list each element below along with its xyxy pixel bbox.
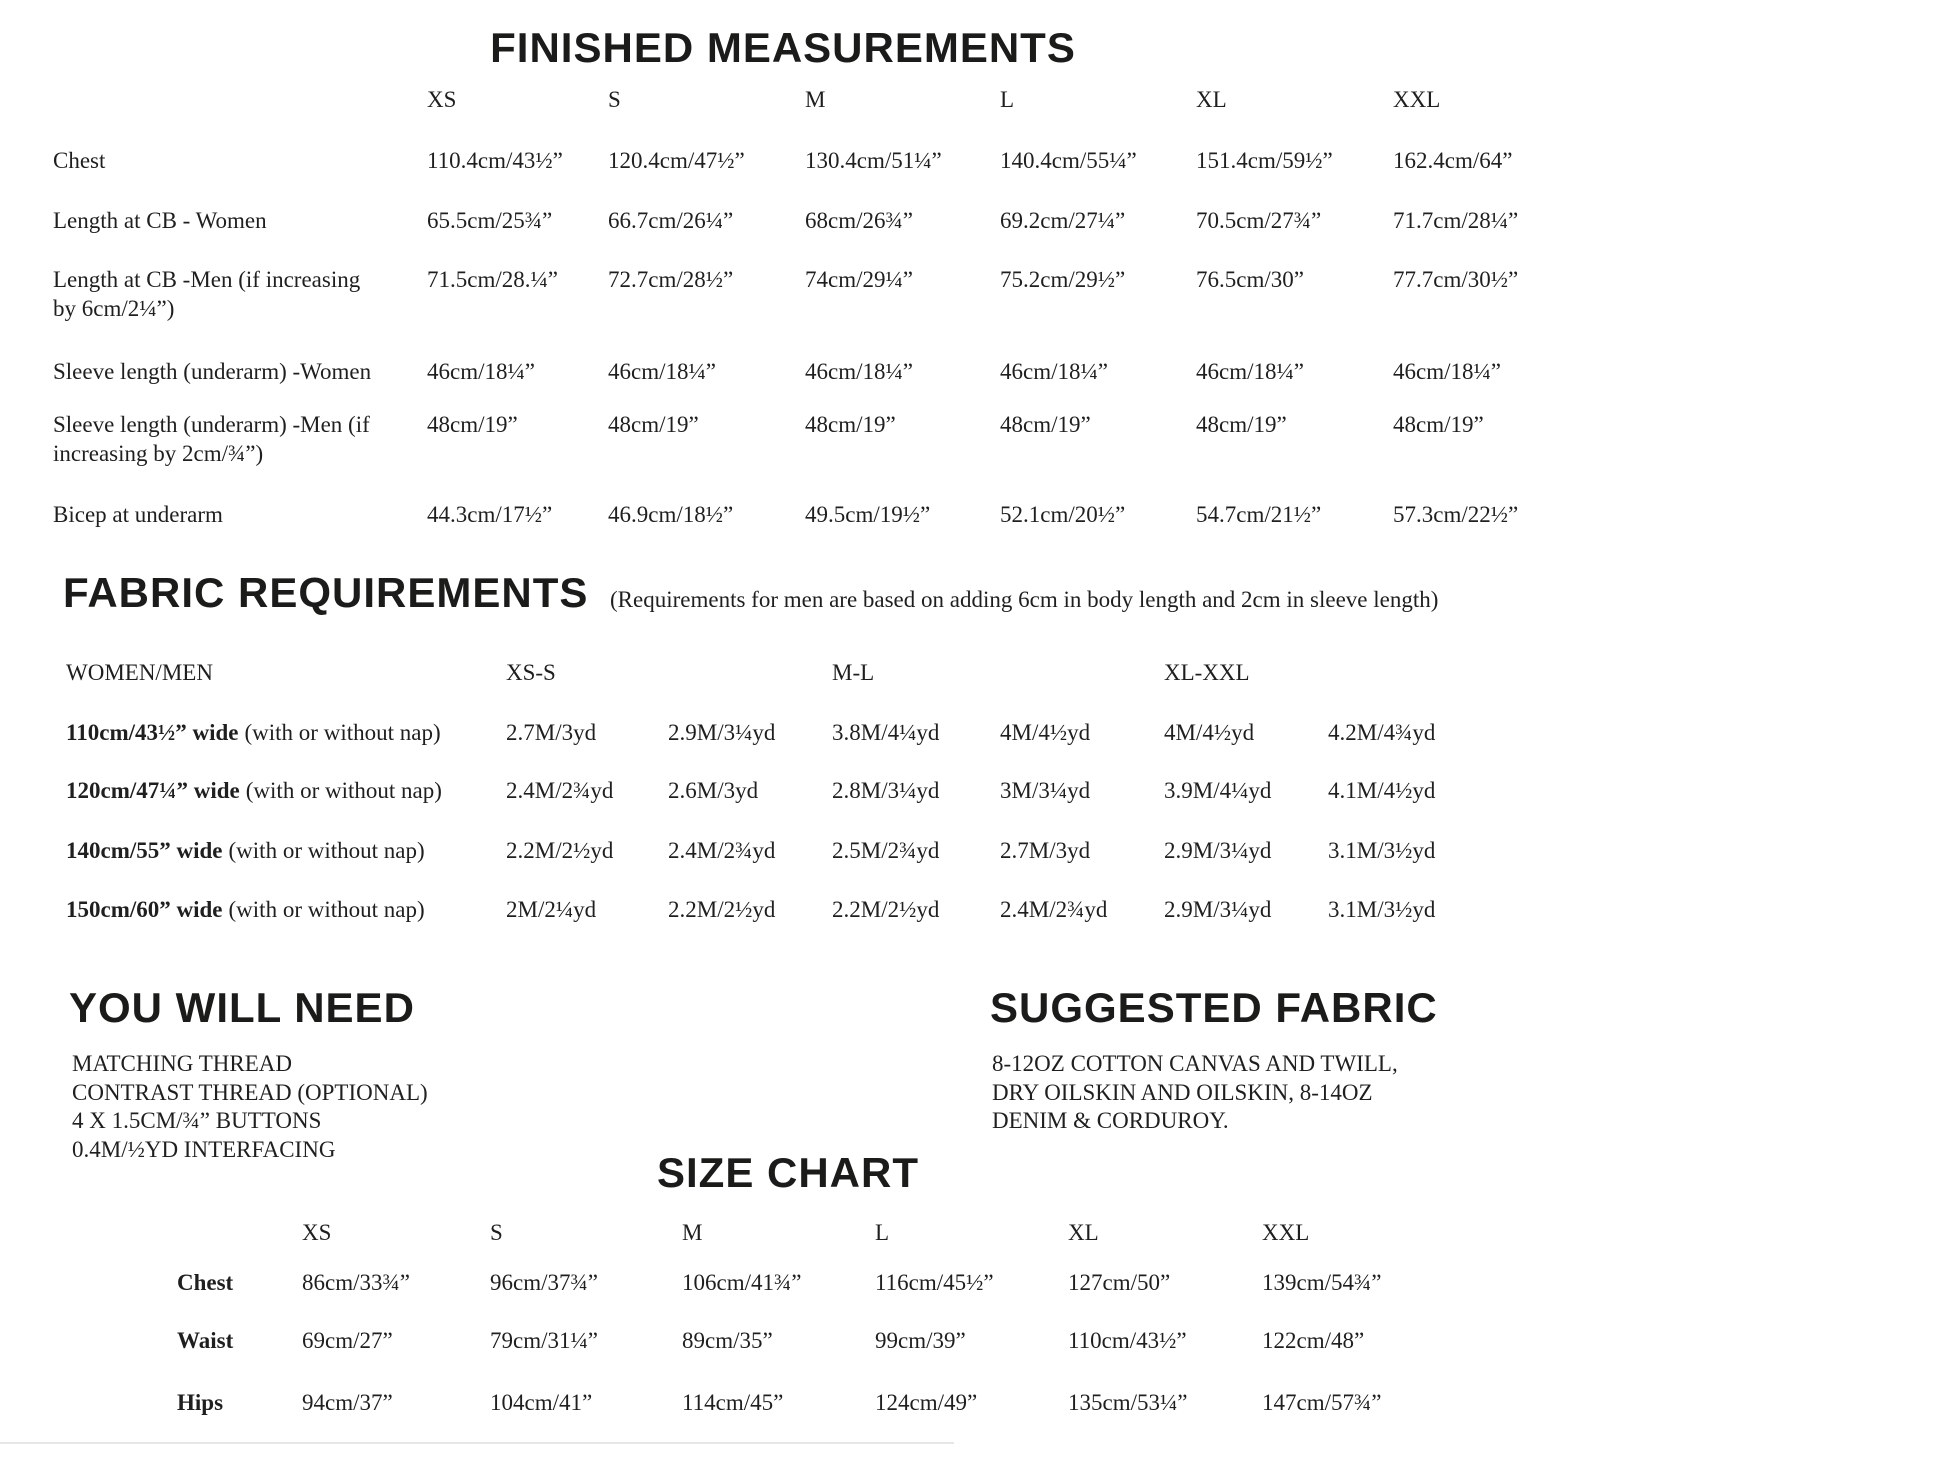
fr-cell: 3.1M/3½yd: [1328, 897, 1436, 922]
fr-cell: 2.5M/2¾yd: [832, 838, 940, 863]
fm-size-header: M: [805, 87, 826, 112]
you-will-need-item: 4 X 1.5CM/¾” BUTTONS: [72, 1108, 322, 1133]
fm-cell: 66.7cm/26¼”: [608, 208, 734, 233]
fr-cell: 3.1M/3½yd: [1328, 838, 1436, 863]
sc-row-label: Chest: [177, 1270, 234, 1295]
sc-cell: 96cm/37¾”: [490, 1270, 598, 1295]
fm-row-label: Bicep at underarm: [53, 502, 223, 527]
fm-cell: 44.3cm/17½”: [427, 502, 553, 527]
fm-cell: 74cm/29¼”: [805, 267, 913, 292]
sc-size-header: XS: [302, 1220, 332, 1245]
sc-size-header: L: [875, 1220, 890, 1245]
fm-cell: 110.4cm/43½”: [427, 148, 563, 173]
fm-cell: 69.2cm/27¼”: [1000, 208, 1126, 233]
fm-cell: 151.4cm/59½”: [1196, 148, 1333, 173]
sc-cell: 122cm/48”: [1262, 1328, 1365, 1353]
fr-cell: 4M/4½yd: [1000, 720, 1091, 745]
fm-cell: 77.7cm/30½”: [1393, 267, 1519, 292]
fr-cell: 2.9M/3¼yd: [668, 720, 776, 745]
fr-row-label-nap: (with or without nap): [244, 720, 441, 745]
fm-row-label: Length at CB - Women: [53, 208, 267, 233]
fr-cell: 2.4M/2¾yd: [1000, 897, 1108, 922]
sc-cell: 114cm/45”: [682, 1390, 784, 1415]
fm-cell: 120.4cm/47½”: [608, 148, 745, 173]
sc-cell: 94cm/37”: [302, 1390, 393, 1415]
fm-row-label: Chest: [53, 148, 106, 173]
fm-cell: 46.9cm/18½”: [608, 502, 734, 527]
fm-cell: 46cm/18¼”: [608, 359, 716, 384]
fr-group-header: M-L: [832, 660, 875, 685]
fr-cell: 3.9M/4¼yd: [1164, 778, 1272, 803]
fm-cell: 72.7cm/28½”: [608, 267, 734, 292]
fr-cell: 2.8M/3¼yd: [832, 778, 940, 803]
sc-cell: 99cm/39”: [875, 1328, 966, 1353]
sc-cell: 106cm/41¾”: [682, 1270, 802, 1295]
fm-cell: 140.4cm/55¼”: [1000, 148, 1137, 173]
fr-row-label-nap: (with or without nap): [245, 778, 442, 803]
sc-cell: 116cm/45½”: [875, 1270, 994, 1295]
fr-cell: 4.1M/4½yd: [1328, 778, 1436, 803]
fm-row-label: Length at CB -Men (if increasing: [53, 267, 361, 292]
sc-cell: 110cm/43½”: [1068, 1328, 1187, 1353]
fm-cell: 48cm/19”: [1196, 412, 1287, 437]
fr-row-label: [66, 776, 442, 805]
fr-row-label-nap: (with or without nap): [228, 838, 425, 863]
fm-row-label: Sleeve length (underarm) -Women: [53, 359, 372, 384]
fm-size-header: XL: [1196, 87, 1227, 112]
suggested-fabric-text: [992, 1050, 1398, 1136]
fr-row-label: [66, 895, 425, 924]
fr-cell: 2.7M/3yd: [506, 720, 597, 745]
fabric-requirements-subtitle: (Requirements for men are based on adding 6cm in body length and 2cm in sleeve length): [610, 587, 1439, 612]
fm-size-header: S: [608, 87, 621, 112]
fr-row-label: [66, 836, 425, 865]
sc-cell: 89cm/35”: [682, 1328, 773, 1353]
fm-size-header: XS: [427, 87, 457, 112]
fm-cell: 52.1cm/20½”: [1000, 502, 1126, 527]
sc-size-header: XL: [1068, 1220, 1099, 1245]
fm-cell: 49.5cm/19½”: [805, 502, 931, 527]
finished-measurements-title: FINISHED MEASUREMENTS: [490, 24, 1076, 71]
fm-size-header: XXL: [1393, 87, 1441, 112]
fm-cell: 162.4cm/64”: [1393, 148, 1513, 173]
fm-cell: 71.5cm/28.¼”: [427, 267, 558, 292]
suggested-fabric-line: DENIM & CORDUROY.: [992, 1108, 1229, 1133]
sc-cell: 147cm/57¾”: [1262, 1390, 1382, 1415]
fr-cell: 2.6M/3yd: [668, 778, 759, 803]
sc-cell: 135cm/53¼”: [1068, 1390, 1188, 1415]
sc-size-header: S: [490, 1220, 503, 1245]
fm-cell: 48cm/19”: [608, 412, 699, 437]
fr-cell: 2M/2¼yd: [506, 897, 597, 922]
sc-cell: 86cm/33¾”: [302, 1270, 410, 1295]
sc-cell: 124cm/49”: [875, 1390, 978, 1415]
fm-cell: 48cm/19”: [1393, 412, 1484, 437]
fm-cell: 65.5cm/25¾”: [427, 208, 553, 233]
sc-cell: 127cm/50”: [1068, 1270, 1171, 1295]
page-bottom-rule: [0, 1442, 954, 1444]
fr-row-label-nap: (with or without nap): [228, 897, 425, 922]
fm-cell: 75.2cm/29½”: [1000, 267, 1126, 292]
size-chart-title: SIZE CHART: [657, 1149, 919, 1196]
fm-cell: 46cm/18¼”: [1196, 359, 1304, 384]
fabric-requirements-title: FABRIC REQUIREMENTS: [63, 569, 589, 616]
fm-cell: 71.7cm/28¼”: [1393, 208, 1519, 233]
suggested-fabric-line: 8-12OZ COTTON CANVAS AND TWILL,: [992, 1051, 1398, 1076]
fr-cell: 2.4M/2¾yd: [668, 838, 776, 863]
fm-row-label-line2: increasing by 2cm/¾”): [53, 441, 264, 466]
you-will-need-item: MATCHING THREAD: [72, 1051, 292, 1076]
fm-cell: 48cm/19”: [805, 412, 896, 437]
fm-cell: 46cm/18¼”: [1393, 359, 1501, 384]
sc-row-label: Waist: [177, 1328, 234, 1353]
fr-row-label-width: 140cm/55” wide: [66, 838, 223, 863]
fr-row-label-width: 150cm/60” wide: [66, 897, 223, 922]
fm-row-label-line2: by 6cm/2¼”): [53, 296, 175, 321]
fr-cell: 3.8M/4¼yd: [832, 720, 940, 745]
sc-cell: 69cm/27”: [302, 1328, 393, 1353]
fr-cell: 2.9M/3¼yd: [1164, 838, 1272, 863]
you-will-need-title: YOU WILL NEED: [69, 984, 415, 1031]
fm-cell: 48cm/19”: [427, 412, 518, 437]
fm-cell: 70.5cm/27¾”: [1196, 208, 1322, 233]
fm-cell: 57.3cm/22½”: [1393, 502, 1519, 527]
you-will-need-list: [72, 1050, 428, 1164]
fm-cell: 76.5cm/30”: [1196, 267, 1304, 292]
suggested-fabric-line: DRY OILSKIN AND OILSKIN, 8-14OZ: [992, 1079, 1373, 1105]
fm-cell: 68cm/26¾”: [805, 208, 913, 233]
fr-cell: 2.7M/3yd: [1000, 838, 1091, 863]
fr-cell: 2.4M/2¾yd: [506, 778, 614, 803]
sc-cell: 139cm/54¾”: [1262, 1270, 1382, 1295]
you-will-need-item: 0.4M/½YD INTERFACING: [72, 1136, 336, 1162]
suggested-fabric-title: SUGGESTED FABRIC: [990, 984, 1438, 1031]
fm-cell: 46cm/18¼”: [427, 359, 535, 384]
fm-cell: 130.4cm/51¼”: [805, 148, 942, 173]
fr-cell: 2.2M/2½yd: [668, 897, 776, 922]
fm-cell: 46cm/18¼”: [805, 359, 913, 384]
fr-group-header: XL-XXL: [1164, 660, 1250, 685]
sc-cell: 79cm/31¼”: [490, 1328, 598, 1353]
fm-cell: 46cm/18¼”: [1000, 359, 1108, 384]
fr-cell: 3M/3¼yd: [1000, 778, 1091, 803]
fr-row-label-width: 120cm/47¼” wide: [66, 778, 240, 803]
fr-cell: 4.2M/4¾yd: [1328, 720, 1436, 745]
fm-cell: 54.7cm/21½”: [1196, 502, 1322, 527]
fr-group-header: XS-S: [506, 660, 556, 685]
fm-size-header: L: [1000, 87, 1015, 112]
sc-size-header: XXL: [1262, 1220, 1310, 1245]
fr-cell: 2.2M/2½yd: [506, 838, 614, 863]
fr-row-label-width: 110cm/43½” wide: [66, 720, 239, 745]
sc-cell: 104cm/41”: [490, 1390, 593, 1415]
sc-row-label: Hips: [177, 1390, 224, 1415]
fr-row-label: [66, 718, 441, 747]
fm-cell: 48cm/19”: [1000, 412, 1091, 437]
sc-size-header: M: [682, 1220, 703, 1245]
fr-cell: 4M/4½yd: [1164, 720, 1255, 745]
fr-col-header: WOMEN/MEN: [66, 660, 213, 685]
fr-cell: 2.2M/2½yd: [832, 897, 940, 922]
you-will-need-item: CONTRAST THREAD (OPTIONAL): [72, 1079, 428, 1105]
fr-cell: 2.9M/3¼yd: [1164, 897, 1272, 922]
fm-row-label: Sleeve length (underarm) -Men (if: [53, 412, 370, 437]
